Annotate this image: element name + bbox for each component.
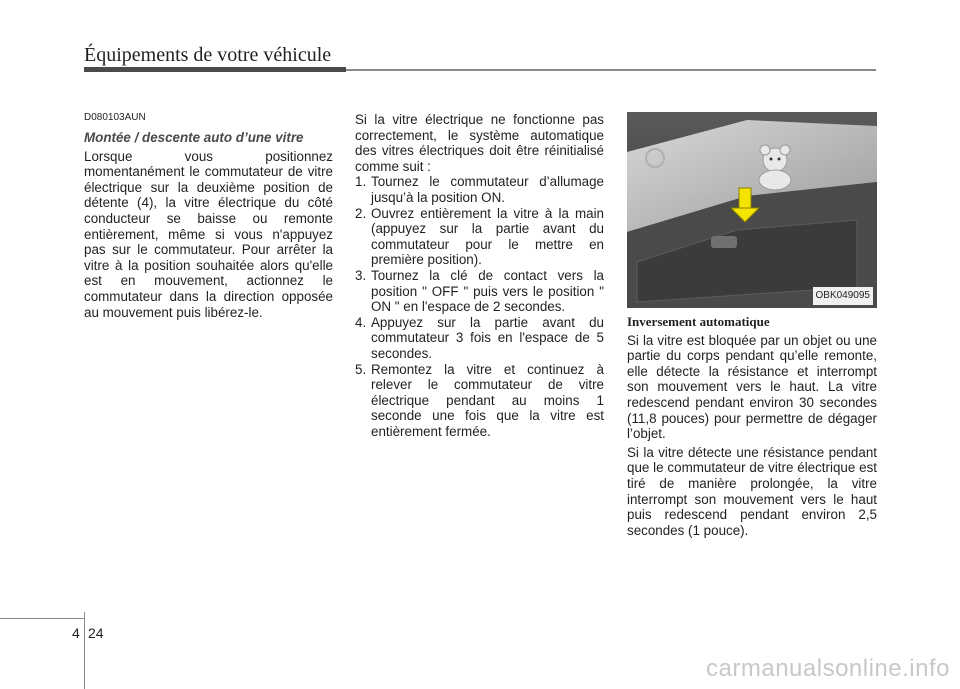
- list-item: [355, 362, 604, 440]
- reset-steps-list: [355, 174, 604, 439]
- footer-rule: [0, 618, 84, 619]
- reset-intro: Si la vitre électrique ne fonctionne pas correctement, le système automatique des vitres électriques doit être réinitialisé comme suit :: [355, 112, 604, 174]
- column-right: [627, 112, 877, 538]
- step-text: Appuyez sur la partie avant du commutateur 3 fois en l'espace de 5 secondes.: [371, 314, 604, 361]
- step-number: 5.: [355, 361, 367, 377]
- step-number: 1.: [355, 174, 367, 190]
- step-text: Tournez la clé de contact vers la position " OFF " puis vers le position " ON " en l'espace de 2 secondes.: [371, 267, 604, 315]
- step-number: 3.: [355, 267, 367, 283]
- header-bar: [84, 67, 346, 72]
- column-middle: [355, 112, 604, 439]
- header-rule: [346, 69, 876, 71]
- window-photo: [627, 112, 877, 308]
- watermark: carmanualsonline.info: [706, 655, 950, 682]
- section-body: Lorsque vous positionnez momentanément le commutateur de vitre électrique sur la deuxième position de détente (4), la vitre électrique du côté conducteur se baisse ou remonte entièrement, même si vous n'appuyez pas sur le commutateur. Pour arrêter la vitre à la position souhaitée alors qu'elle est en mouvement, actionnez le commutateur dans la direction opposée au mouvement puis libérez-le.: [84, 148, 333, 320]
- section-code: D080103AUN: [84, 112, 146, 123]
- car-window-illustration: [627, 112, 877, 308]
- paragraph: Si la vitre est bloquée par un objet ou une partie du corps pendant qu’elle remonte, elle détecte la résistance et interrompt son mouvement vers le haut. La vitre redescend pendant environ 30 secondes (11,8 pouces) pour permettre de dégager l’objet.: [627, 332, 877, 442]
- step-number: 4.: [355, 314, 367, 330]
- chapter-number: 4: [72, 625, 80, 641]
- list-item: [355, 206, 604, 268]
- paragraph: Si la vitre détecte une résistance pendant que le commutateur de vitre électrique est tiré de manière prolongée, la vitre interrompt son mouvement vers le haut puis redescend pendant environ 2,5 secondes (1 pouce).: [627, 444, 877, 538]
- footer-divider: [84, 612, 85, 689]
- section-subheading: Montée / descente auto d’une vitre: [84, 130, 304, 145]
- list-item: [355, 174, 604, 205]
- image-code: OBK049095: [813, 287, 874, 305]
- step-text: Ouvrez entièrement la vitre à la main (appuyez sur la partie avant du commutateur pour le mettre en première position).: [371, 205, 604, 268]
- section-heading: Inversement automatique: [627, 314, 770, 329]
- page-number: 24: [88, 625, 104, 641]
- list-item: [355, 268, 604, 315]
- list-item: [355, 315, 604, 362]
- column-left: [84, 112, 333, 320]
- step-number: 2.: [355, 205, 367, 221]
- step-text: Tournez le commutateur d’allumage jusqu’à la position ON.: [371, 174, 604, 205]
- page-header-title: Équipements de votre véhicule: [84, 44, 332, 66]
- step-text: Remontez la vitre et continuez à relever le commutateur de vitre électrique pendant au moins 1 seconde une fois que la vitre est entièrement fermée.: [371, 361, 604, 439]
